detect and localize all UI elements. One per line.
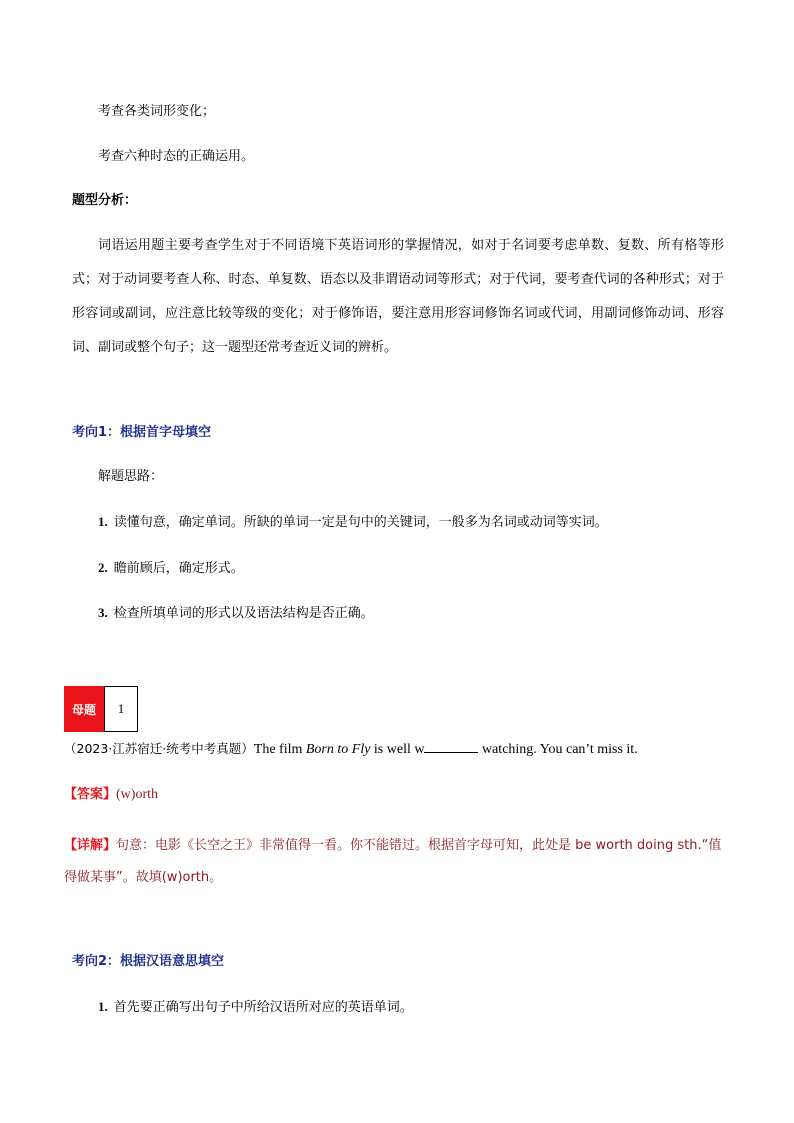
objective-item-1: 考查各类词形变化； [98, 104, 216, 119]
example-detail [64, 830, 724, 894]
step-number: 1. [98, 999, 108, 1014]
answer-label: 【答案】 [64, 787, 117, 802]
detail-label: 【详解】 [64, 838, 117, 853]
question-text-part1: The film [253, 742, 306, 757]
detail-text: 句意：电影《长空之王》非常值得一看。你不能错过。根据首字母可知，此处是 be worth doing sth.“值得做某事”。故填(w)orth。 [64, 838, 722, 885]
direction-1-step-1 [98, 513, 608, 532]
answer-blank [424, 741, 478, 753]
example-badge [64, 686, 138, 732]
step-text: 检查所填单词的形式以及语法结构是否正确。 [113, 606, 374, 621]
objective-item-2: 考查六种时态的正确运用。 [98, 149, 255, 164]
direction-2-heading: 考向2：根据汉语意思填空 [72, 954, 225, 969]
step-number: 2. [98, 560, 108, 575]
step-text: 瞻前顾后，确定形式。 [113, 561, 244, 576]
direction-1-step-3 [98, 604, 374, 623]
question-text-part2: is well w [370, 742, 425, 757]
step-number: 1. [98, 514, 108, 529]
question-source: （2023·江苏宿迁·统考中考真题） [64, 741, 254, 756]
analysis-heading: 题型分析： [72, 193, 138, 208]
step-text: 读懂句意，确定单词。所缺的单词一定是句中的关键词，一般多为名词或动词等实词。 [113, 515, 608, 530]
answer-value: (w)orth [116, 787, 159, 802]
direction-1-step-2 [98, 559, 244, 578]
direction-2-step-1 [98, 998, 413, 1017]
question-text-part3: watching. You can’t miss it. [478, 742, 638, 757]
example-badge-label: 母题 [64, 686, 104, 732]
example-answer [64, 786, 158, 804]
question-film-title: Born to Fly [305, 742, 371, 757]
example-question [64, 740, 638, 759]
example-badge-number: 1 [104, 686, 138, 732]
direction-1-heading: 考向1：根据首字母填空 [72, 425, 212, 440]
direction-1-subheading: 解题思路： [98, 469, 164, 484]
step-text: 首先要正确写出句子中所给汉语所对应的英语单词。 [113, 1000, 413, 1015]
step-number: 3. [98, 605, 108, 620]
analysis-paragraph: 词语运用题主要考查学生对于不同语境下英语词形的掌握情况，如对于名词要考虑单数、复数、所有格等形式；对于动词要考查人称、时态、单复数、语态以及非谓语动词等形式；对于代词，要考查代词的各种形式；对于形容词或副词，应注意比较等级的变化；对于修饰语，要注意用形容词修饰名词或代词，用副词修饰动词、形容词、副词或整个句子；这一题型还常考查近义词的辨析。 [72, 238, 724, 355]
